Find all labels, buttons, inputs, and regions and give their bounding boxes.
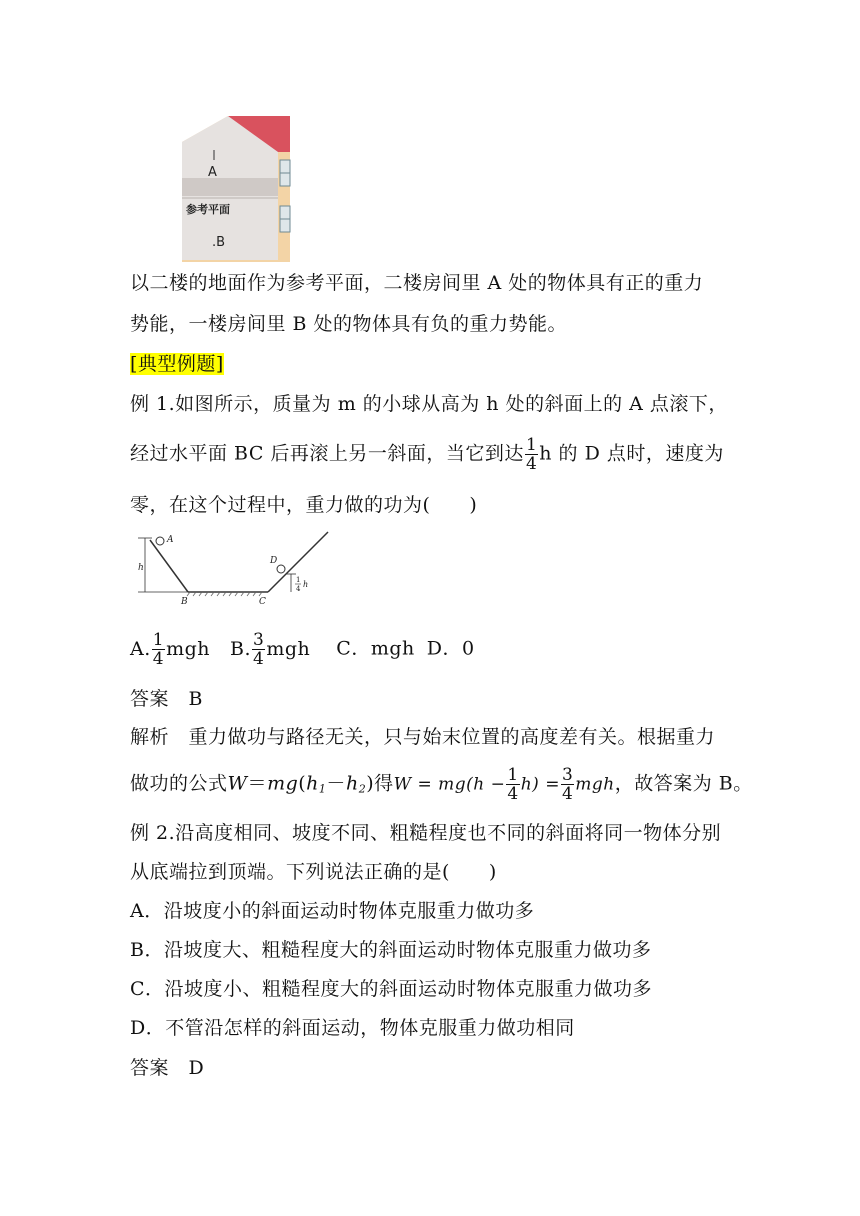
ex1-line3: 零，在这个过程中，重力做的功为( ) xyxy=(130,494,478,516)
ex2-optC: C．沿坡度小、粗糙程度大的斜面运动时物体克服重力做功多 xyxy=(130,978,653,1000)
slope-figure xyxy=(128,530,333,610)
para1-line2: 势能，一楼房间里 B 处的物体具有负的重力势能。 xyxy=(130,313,568,335)
fig-label-A: A xyxy=(167,535,174,545)
para1-line1: 以二楼的地面作为参考平面，二楼房间里 A 处的物体具有正的重力 xyxy=(130,272,704,294)
ex2-optB: B．沿坡度大、粗糙程度大的斜面运动时物体克服重力做功多 xyxy=(130,939,652,961)
ex1-line2 xyxy=(130,436,724,473)
fig-label-h: h xyxy=(138,563,144,573)
ex1-optD: D．0 xyxy=(426,637,475,660)
fig-label-quarter-den: 4 xyxy=(296,585,301,593)
ball-D xyxy=(277,565,285,573)
fig-label-quarter-num: 1 xyxy=(296,576,301,584)
fig-label-D: D xyxy=(270,556,278,566)
floor-slab xyxy=(182,178,278,196)
ex1-line2-pre: 经过水平面 BC 后再滚上另一斜面，当它到达 xyxy=(130,442,524,465)
ex1-line1: 例 1.如图所示，质量为 m 的小球从高为 h 处的斜面上的 A 点滚下， xyxy=(130,393,728,415)
fig-label-B: B xyxy=(181,597,188,607)
ex2-optA: A．沿坡度小的斜面运动时物体克服重力做功多 xyxy=(130,900,535,922)
house-figure xyxy=(168,112,298,262)
ex2-optD: D．不管沿怎样的斜面运动，物体克服重力做功相同 xyxy=(130,1017,575,1039)
ex1-options xyxy=(130,631,475,668)
fig-label-C: C xyxy=(259,597,266,607)
ex1-optA: A. $\frac{1}{4}$ mgh xyxy=(130,630,211,669)
fig-label-quarter-h: h xyxy=(303,580,309,589)
ex1-answer: 答案 B xyxy=(130,688,203,710)
label-reference-plane: 参考平面 xyxy=(186,203,230,216)
section-title xyxy=(130,351,224,377)
ex2-line1: 例 2.沿高度相同、坡度不同、粗糙程度也不同的斜面将同一物体分别 xyxy=(130,822,722,844)
label-B: .B xyxy=(212,235,226,250)
section-title-text: [典型例题] xyxy=(130,353,224,375)
ex1-optB: B. $\frac{3}{4}$ mgh xyxy=(230,630,311,669)
ex1-optC: C．mgh xyxy=(336,637,415,660)
ex2-line2: 从底端拉到顶端。下列说法正确的是( ) xyxy=(130,861,497,883)
ball-A xyxy=(156,537,164,545)
ex1-line2-post: h 的 D 点时，速度为 xyxy=(539,442,724,465)
ex1-analysis-line2: 做功的公式$W=mg(h_1-h_2)$得W = mg(h − $\frac{1}{4}$ h) = $\frac{3}{4}$ mgh，故答案为 B。 xyxy=(130,765,753,804)
label-A: A xyxy=(208,165,217,180)
ex1-analysis-line1: 解析 重力做功与路径无关，只与始末位置的高度差有关。根据重力 xyxy=(130,726,716,748)
ex1-fraction: $\frac{1}{4}$ xyxy=(525,435,538,474)
ex2-answer: 答案 D xyxy=(130,1057,205,1079)
left-slope xyxy=(150,540,188,592)
